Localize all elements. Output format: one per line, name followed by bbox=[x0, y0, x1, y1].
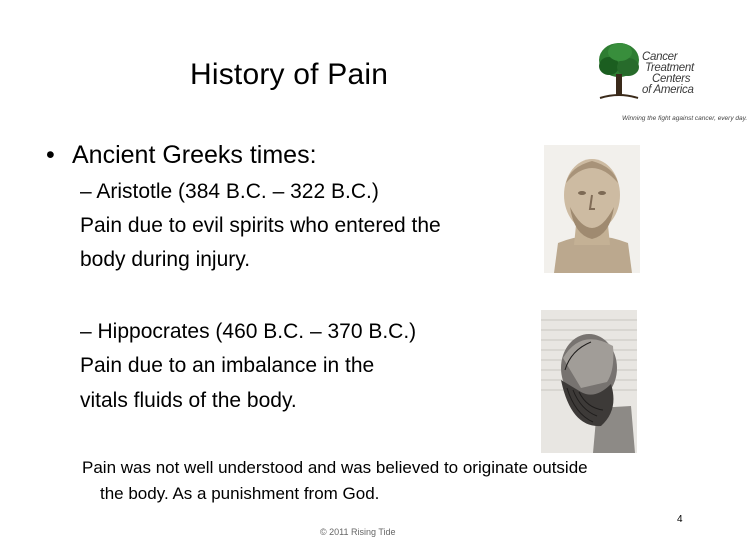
hippocrates-heading: – Hippocrates (460 B.C. – 370 B.C.) bbox=[80, 320, 417, 343]
aristotle-heading: – Aristotle (384 B.C. – 322 B.C.) bbox=[80, 180, 379, 203]
hippocrates-line-2: vitals fluids of the body. bbox=[80, 389, 297, 412]
bullet-glyph: • bbox=[46, 141, 55, 169]
logo-line: of America bbox=[642, 84, 694, 96]
main-bullet-text: Ancient Greeks times: bbox=[72, 141, 317, 169]
note-line-1: Pain was not well understood and was believed to originate outside bbox=[82, 458, 588, 477]
hippocrates-bust-image bbox=[541, 310, 637, 453]
main-bullet bbox=[46, 141, 317, 170]
page-number: 4 bbox=[677, 514, 683, 525]
slide-title: History of Pain bbox=[190, 58, 389, 91]
logo-wordmark bbox=[642, 52, 694, 96]
logo-line: Treatment bbox=[645, 62, 694, 74]
copyright-footer: © 2011 Rising Tide bbox=[320, 527, 396, 537]
aristotle-line-1: Pain due to evil spirits who entered the bbox=[80, 214, 441, 237]
aristotle-bust-image bbox=[544, 145, 640, 273]
logo-tagline: Winning the fight against cancer, every day. bbox=[622, 115, 747, 122]
hippocrates-line-1: Pain due to an imbalance in the bbox=[80, 354, 375, 377]
note-line-2: the body. As a punishment from God. bbox=[100, 484, 380, 503]
aristotle-line-2: body during injury. bbox=[80, 248, 251, 271]
logo-line: Cancer bbox=[642, 51, 678, 63]
tree-icon bbox=[596, 40, 642, 104]
cancer-treatment-centers-logo bbox=[596, 40, 747, 124]
logo-line: Centers bbox=[652, 73, 691, 85]
